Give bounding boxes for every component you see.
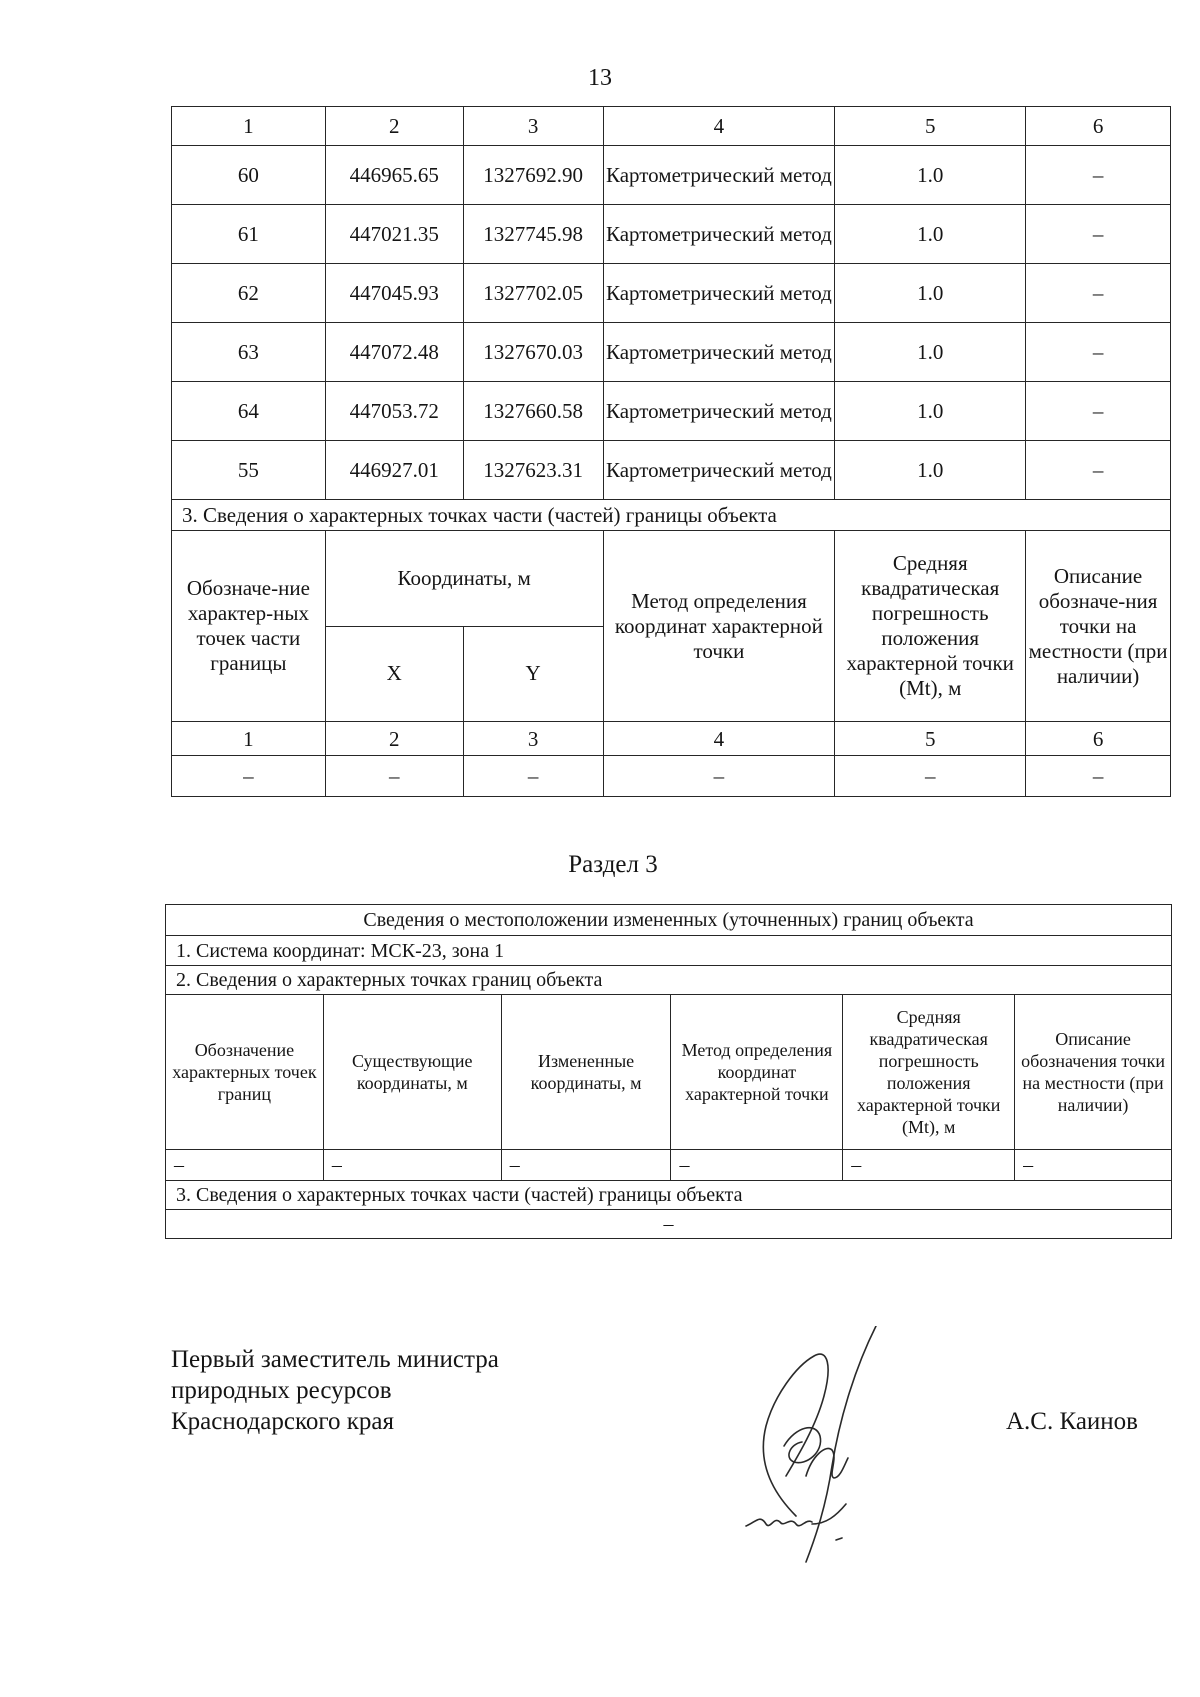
col-number: 4 xyxy=(603,107,835,146)
dash-cell: – xyxy=(172,756,326,797)
mt-value: 1.0 xyxy=(835,205,1026,264)
designation-header: Обозначе-ние характер-ных точек части границы xyxy=(172,531,326,722)
point-id: 64 xyxy=(172,382,326,441)
x-header: X xyxy=(325,626,463,722)
x-coord: 447053.72 xyxy=(325,382,463,441)
description: – xyxy=(1026,205,1171,264)
x-coord: 446927.01 xyxy=(325,441,463,500)
description: – xyxy=(1026,382,1171,441)
signatory-name: А.С. Каинов xyxy=(1006,1408,1138,1435)
column-number-row xyxy=(172,107,1171,146)
col-number: 3 xyxy=(463,107,603,146)
dash-cell: – xyxy=(501,1150,671,1181)
signatory-title-line: Первый заместитель министра xyxy=(171,1346,499,1373)
method: Картометрический метод xyxy=(603,323,835,382)
dash-cell: – xyxy=(323,1150,501,1181)
part-heading-row xyxy=(172,500,1171,531)
part-heading: 3. Сведения о характерных точках части (частей) границы объекта xyxy=(172,500,1171,531)
points-heading-row xyxy=(166,966,1172,995)
y-header: Y xyxy=(463,626,603,722)
designation-header: Обозначение характерных точек границ xyxy=(166,995,324,1150)
description-header: Описание обозначе-ния точки на местности (при наличии) xyxy=(1026,531,1171,722)
description-header: Описание обозначения точки на местности (при наличии) xyxy=(1015,995,1172,1150)
table-row xyxy=(166,1150,1172,1181)
error-header: Средняя квадратическая погрешность положения характерной точки (Mt), м xyxy=(835,531,1026,722)
description: – xyxy=(1026,441,1171,500)
table-row xyxy=(172,756,1171,797)
table-title: Сведения о местоположении измененных (уточненных) границ объекта xyxy=(166,905,1172,936)
col-number: 6 xyxy=(1026,722,1171,756)
column-number-row xyxy=(172,722,1171,756)
method-header: Метод определения координат характерной точки xyxy=(603,531,835,722)
table-row xyxy=(172,146,1171,205)
part-heading: 3. Сведения о характерных точках части (частей) границы объекта xyxy=(166,1181,1172,1210)
description: – xyxy=(1026,323,1171,382)
dash-cell: – xyxy=(835,756,1026,797)
x-coord: 447072.48 xyxy=(325,323,463,382)
dash-cell: – xyxy=(1015,1150,1172,1181)
point-id: 55 xyxy=(172,441,326,500)
table-row xyxy=(172,264,1171,323)
x-coord: 447045.93 xyxy=(325,264,463,323)
coordinate-system: 1. Система координат: МСК-23, зона 1 xyxy=(166,936,1172,966)
mt-value: 1.0 xyxy=(835,382,1026,441)
col-number: 4 xyxy=(603,722,835,756)
description: – xyxy=(1026,264,1171,323)
dash-cell: – xyxy=(325,756,463,797)
dash-cell: – xyxy=(843,1150,1015,1181)
col-number: 5 xyxy=(835,107,1026,146)
system-row xyxy=(166,936,1172,966)
title-row xyxy=(166,905,1172,936)
method: Картометрический метод xyxy=(603,382,835,441)
dash-cell: – xyxy=(1026,756,1171,797)
y-coord: 1327702.05 xyxy=(463,264,603,323)
col-number: 1 xyxy=(172,107,326,146)
dash-cell: – xyxy=(463,756,603,797)
method-header: Метод определения координат характерной точки xyxy=(671,995,843,1150)
point-id: 61 xyxy=(172,205,326,264)
dash-cell: – xyxy=(603,756,835,797)
table-row xyxy=(172,382,1171,441)
method: Картометрический метод xyxy=(603,205,835,264)
points-heading: 2. Сведения о характерных точках границ объекта xyxy=(166,966,1172,995)
dash-cell: – xyxy=(166,1150,324,1181)
dash-cell: – xyxy=(671,1150,843,1181)
y-coord: 1327660.58 xyxy=(463,382,603,441)
col-number: 3 xyxy=(463,722,603,756)
method: Картометрический метод xyxy=(603,146,835,205)
coords-header: Координаты, м xyxy=(325,531,603,627)
page-number: 13 xyxy=(588,65,612,91)
point-id: 63 xyxy=(172,323,326,382)
table-row xyxy=(172,323,1171,382)
signatory-title-line: природных ресурсов xyxy=(171,1377,392,1404)
method: Картометрический метод xyxy=(603,264,835,323)
section-title: Раздел 3 xyxy=(568,851,658,878)
signatory-title xyxy=(171,1344,499,1437)
description: – xyxy=(1026,146,1171,205)
y-coord: 1327670.03 xyxy=(463,323,603,382)
col-number: 6 xyxy=(1026,107,1171,146)
point-id: 62 xyxy=(172,264,326,323)
mt-value: 1.0 xyxy=(835,441,1026,500)
x-coord: 447021.35 xyxy=(325,205,463,264)
existing-coords-header: Существующие координаты, м xyxy=(323,995,501,1150)
col-number: 2 xyxy=(325,107,463,146)
mt-value: 1.0 xyxy=(835,323,1026,382)
col-number: 1 xyxy=(172,722,326,756)
mt-value: 1.0 xyxy=(835,264,1026,323)
y-coord: 1327745.98 xyxy=(463,205,603,264)
mt-value: 1.0 xyxy=(835,146,1026,205)
points-table xyxy=(171,106,1171,797)
changed-boundaries-table xyxy=(165,904,1172,1239)
method: Картометрический метод xyxy=(603,441,835,500)
y-coord: 1327623.31 xyxy=(463,441,603,500)
handwritten-signature xyxy=(736,1326,906,1566)
y-coord: 1327692.90 xyxy=(463,146,603,205)
header-row xyxy=(166,995,1172,1150)
point-id: 60 xyxy=(172,146,326,205)
signatory-title-line: Краснодарского края xyxy=(171,1408,394,1435)
table-row xyxy=(172,441,1171,500)
part-value-row xyxy=(166,1210,1172,1239)
table-row xyxy=(172,205,1171,264)
col-number: 5 xyxy=(835,722,1026,756)
part-value: – xyxy=(166,1210,1172,1239)
col-number: 2 xyxy=(325,722,463,756)
part-header-row xyxy=(172,531,1171,627)
x-coord: 446965.65 xyxy=(325,146,463,205)
changed-coords-header: Измененные координаты, м xyxy=(501,995,671,1150)
part-heading-row xyxy=(166,1181,1172,1210)
error-header: Средняя квадратическая погрешность положения характерной точки (Mt), м xyxy=(843,995,1015,1150)
